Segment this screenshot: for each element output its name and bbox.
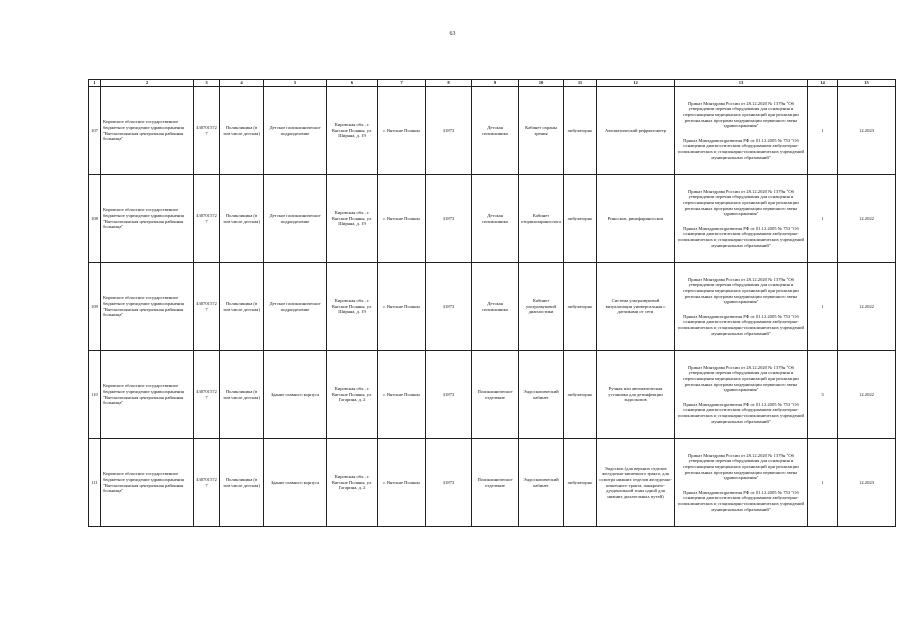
header-cell: 11 (564, 80, 597, 87)
table-row (89, 351, 896, 439)
inn-cell: 4307015727 (194, 87, 220, 175)
quantity-cell: 1 (808, 175, 838, 263)
care-type-cell: амбулаторно (564, 439, 597, 527)
section-cell: Детская поликлиника (472, 87, 519, 175)
quantity-cell: 3 (808, 351, 838, 439)
row-number: 110 (89, 351, 101, 439)
date-cell: 12.2022 (838, 175, 896, 263)
equipment-cell: Эндоскоп (для верхних отделов желудочно-кишечного тракта, для осмотра нижних отделов желудочно-кишечного тракта, панкреато-дуоденальной зоны одной для нижних дыхательных путей) (597, 439, 675, 527)
regulation-cell (675, 87, 808, 175)
regulation-2: Приказ Минздравсоцразвития РФ от 01.12.2005 № 753 "Об оснащении диагностическим оборудованием амбулаторно-поликлинических и стационарно-поликлинических учреждений муниципальных образований" (678, 225, 804, 248)
quantity-cell: 1 (808, 263, 838, 351)
regulation-1: Приказ Минздрава России от 28.12.2020 № 1379н "Об утверждении перечня оборудования для оснащения и переоснащения медицинских организаций при реализации региональных программ модернизации первичного звена здравоохранения" (683, 188, 799, 217)
table-row (89, 87, 896, 175)
regulation-2: Приказ Минздравсоцразвития РФ от 01.12.2005 № 753 "Об оснащении диагностическим оборудованием амбулаторно-поликлинических и стационарно-поликлинических учреждений муниципальных образований" (678, 489, 804, 512)
department-cell: Поликлиника (в том числе детская) (220, 263, 264, 351)
organization-cell: Кировское областное государственное бюджетное учреждение здравоохранения "Вятскополянская центральная районная больница" (101, 351, 194, 439)
section-cell: Поликлиническое отделение (472, 439, 519, 527)
header-cell: 1 (89, 80, 101, 87)
city-cell: г. Вятские Поляны (378, 439, 426, 527)
header-row (89, 80, 896, 87)
date-cell: 12.2023 (838, 87, 896, 175)
page-number: 63 (449, 31, 456, 37)
quantity-cell: 1 (808, 87, 838, 175)
city-cell: г. Вятские Поляны (378, 351, 426, 439)
address-cell: Кировская обл., г. Вятские Поляны, ул. Ширяна, д. 19 (327, 175, 378, 263)
regulation-2: Приказ Минздравсоцразвития РФ от 01.12.2005 № 753 "Об оснащении диагностическим оборудованием амбулаторно-поликлинических и стационарно-поликлинических учреждений муниципальных образований" (678, 137, 804, 160)
equipment-cell: Риноскоп, ринофарингоскоп (597, 175, 675, 263)
room-cell: Кабинет оториноларинголога (519, 175, 564, 263)
header-cell: 13 (675, 80, 808, 87)
inn-cell: 4307015727 (194, 439, 220, 527)
care-type-cell: амбулаторно (564, 263, 597, 351)
header-cell: 9 (472, 80, 519, 87)
row-number: 111 (89, 439, 101, 527)
room-cell: Кабинет охраны зрения (519, 87, 564, 175)
header-cell: 15 (838, 80, 896, 87)
code-cell: 31873 (426, 175, 472, 263)
regulation-cell (675, 439, 808, 527)
unit-cell: Детское поликлиническое подразделение (264, 175, 327, 263)
regulation-cell (675, 263, 808, 351)
row-number: 108 (89, 175, 101, 263)
header-cell: 7 (378, 80, 426, 87)
department-cell: Поликлиника (в том числе детская) (220, 439, 264, 527)
header-cell: 14 (808, 80, 838, 87)
care-type-cell: амбулаторно (564, 87, 597, 175)
header-cell: 5 (264, 80, 327, 87)
organization-cell: Кировское областное государственное бюджетное учреждение здравоохранения "Вятскополянская центральная районная больница" (101, 263, 194, 351)
unit-cell: Здание главного корпуса (264, 351, 327, 439)
inn-cell: 4307015727 (194, 175, 220, 263)
row-number: 109 (89, 263, 101, 351)
table-row (89, 263, 896, 351)
section-cell: Поликлиническое отделение (472, 351, 519, 439)
equipment-cell: Система ультразвуковой визуализации универсальная с датчиками от сети (597, 263, 675, 351)
regulation-1: Приказ Минздрава России от 28.12.2020 № 1379н "Об утверждении перечня оборудования для оснащения и переоснащения медицинских организаций при реализации региональных программ модернизации первичного звена здравоохранения" (683, 276, 799, 305)
header-cell: 2 (101, 80, 194, 87)
room-cell: Кабинет ультразвуковой диагностики (519, 263, 564, 351)
code-cell: 31873 (426, 351, 472, 439)
organization-cell: Кировское областное государственное бюджетное учреждение здравоохранения "Вятскополянская центральная районная больница" (101, 439, 194, 527)
code-cell: 31873 (426, 439, 472, 527)
header-cell: 10 (519, 80, 564, 87)
regulation-cell (675, 175, 808, 263)
equipment-cell: Ручная или автоматическая установка для дезинфекции эндоскопов (597, 351, 675, 439)
date-cell: 12.2023 (838, 439, 896, 527)
city-cell: г. Вятские Поляны (378, 263, 426, 351)
inn-cell: 4307015727 (194, 351, 220, 439)
quantity-cell: 1 (808, 439, 838, 527)
date-cell: 12.2022 (838, 263, 896, 351)
header-cell: 3 (194, 80, 220, 87)
regulation-cell (675, 351, 808, 439)
room-cell: Эндоскопический кабинет (519, 351, 564, 439)
regulation-1: Приказ Минздрава России от 28.12.2020 № 1379н "Об утверждении перечня оборудования для оснащения и переоснащения медицинских организаций при реализации региональных программ модернизации первичного звена здравоохранения" (683, 100, 799, 129)
care-type-cell: амбулаторно (564, 175, 597, 263)
section-cell: Детская поликлиника (472, 263, 519, 351)
header-cell: 12 (597, 80, 675, 87)
unit-cell: Детское поликлиническое подразделение (264, 263, 327, 351)
regulation-2: Приказ Минздравсоцразвития РФ от 01.12.2005 № 753 "Об оснащении диагностическим оборудованием амбулаторно-поликлинических и стационарно-поликлинических учреждений муниципальных образований" (678, 313, 804, 336)
department-cell: Поликлиника (в том числе детская) (220, 175, 264, 263)
row-number: 107 (89, 87, 101, 175)
address-cell: Кировская обл., г. Вятские Поляны, ул. Гагарина, д. 2 (327, 351, 378, 439)
address-cell: Кировская обл., г. Вятские Поляны, ул. Ширяна, д. 19 (327, 263, 378, 351)
care-type-cell: амбулаторно (564, 351, 597, 439)
city-cell: г. Вятские Поляны (378, 87, 426, 175)
regulation-1: Приказ Минздрава России от 28.12.2020 № 1379н "Об утверждении перечня оборудования для оснащения и переоснащения медицинских организаций при реализации региональных программ модернизации первичного звена здравоохранения" (683, 364, 799, 393)
room-cell: Эндоскопический кабинет (519, 439, 564, 527)
regulation-1: Приказ Минздрава России от 28.12.2020 № 1379н "Об утверждении перечня оборудования для оснащения и переоснащения медицинских организаций при реализации региональных программ модернизации первичного звена здравоохранения" (683, 452, 799, 481)
table-row (89, 175, 896, 263)
date-cell: 12.2022 (838, 351, 896, 439)
city-cell: г. Вятские Поляны (378, 175, 426, 263)
address-cell: Кировская обл., г. Вятские Поляны, ул. Гагарина, д. 2 (327, 439, 378, 527)
regulation-2: Приказ Минздравсоцразвития РФ от 01.12.2005 № 753 "Об оснащении диагностическим оборудованием амбулаторно-поликлинических и стационарно-поликлинических учреждений муниципальных образований" (678, 401, 804, 424)
section-cell: Детская поликлиника (472, 175, 519, 263)
inn-cell: 4307015727 (194, 263, 220, 351)
header-cell: 6 (327, 80, 378, 87)
organization-cell: Кировское областное государственное бюджетное учреждение здравоохранения "Вятскополянская центральная районная больница" (101, 87, 194, 175)
header-cell: 8 (426, 80, 472, 87)
equipment-table (88, 79, 896, 527)
table-row (89, 439, 896, 527)
code-cell: 31873 (426, 263, 472, 351)
department-cell: Поликлиника (в том числе детская) (220, 351, 264, 439)
header-cell: 4 (220, 80, 264, 87)
organization-cell: Кировское областное государственное бюджетное учреждение здравоохранения "Вятскополянская центральная районная больница" (101, 175, 194, 263)
unit-cell: Здание главного корпуса (264, 439, 327, 527)
unit-cell: Детское поликлиническое подразделение (264, 87, 327, 175)
department-cell: Поликлиника (в том числе детская) (220, 87, 264, 175)
code-cell: 31873 (426, 87, 472, 175)
equipment-cell: Автоматический рефрактометр (597, 87, 675, 175)
address-cell: Кировская обл., г. Вятские Поляны, ул. Ширяна, д. 19 (327, 87, 378, 175)
